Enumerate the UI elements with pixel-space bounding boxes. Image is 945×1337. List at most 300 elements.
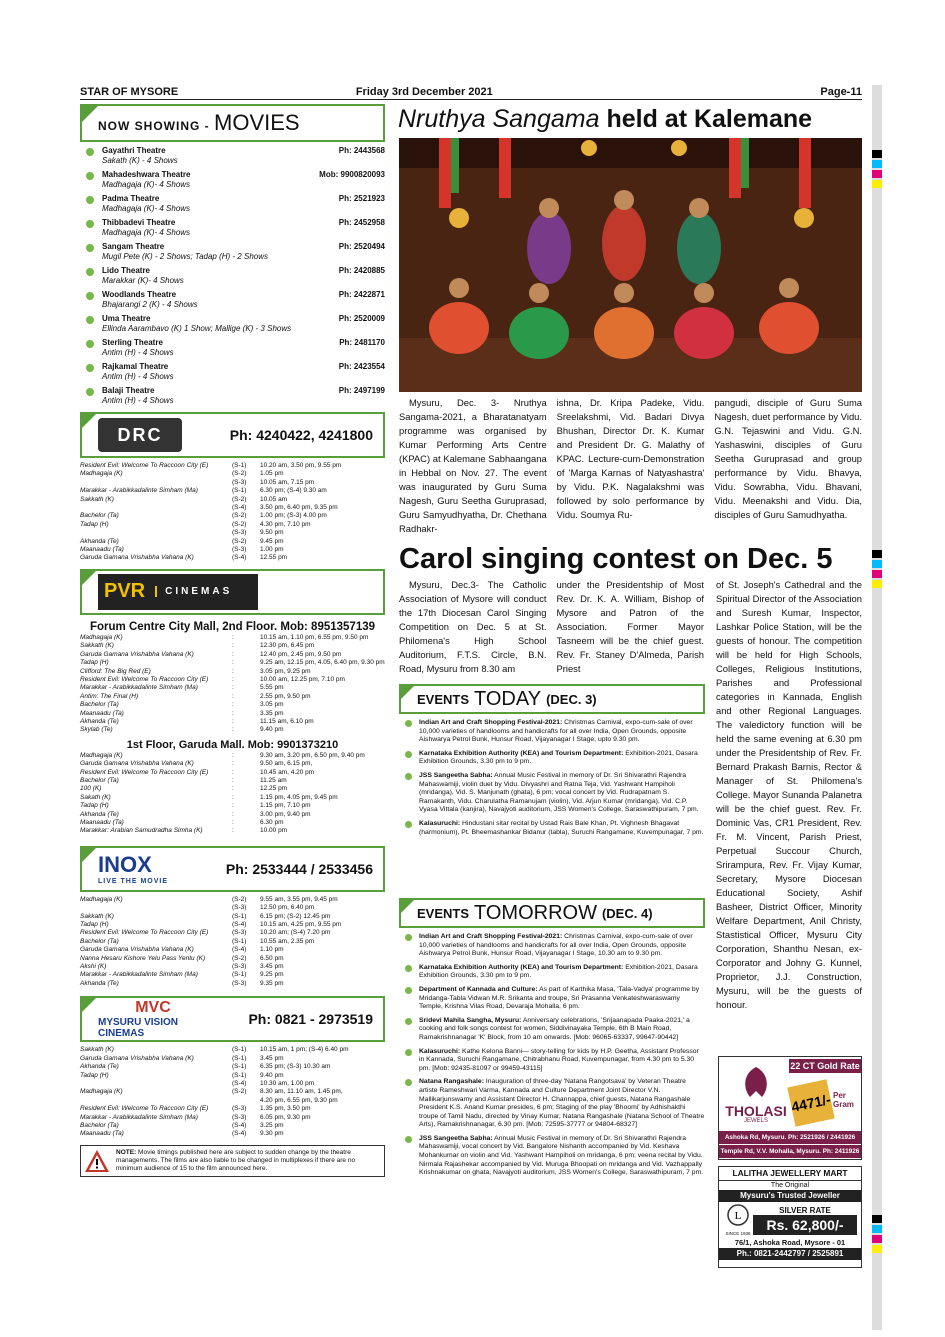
theatre-phone: Ph: 2443568 [338, 146, 385, 155]
events-today-list [399, 719, 705, 837]
theatre-title: Padma Theatre [102, 194, 160, 203]
film-title: Garuda Gamana Vrishabha Vahana (K) [80, 946, 194, 954]
schedule-row [80, 1130, 385, 1138]
theatre-title: Rajkamal Theatre [102, 362, 169, 371]
reg-mark [872, 560, 882, 568]
mvc-schedule [80, 1046, 385, 1138]
show-times: 6.35 pm; (S-3) 10.30 am [260, 1063, 331, 1071]
screen-number: : [232, 675, 234, 683]
theatre-list [80, 146, 385, 406]
movie-note [80, 1145, 385, 1177]
events-tomorrow-list [399, 933, 705, 1178]
paper-name: STAR OF MYSORE [80, 86, 179, 98]
carol-col-3: of St. Joseph's Cathedral and the Spiritual Director of the Association and Suresh Kumar, Inspector, Lashkar Police Station, will be the guests of honour. The competition will be held for High Schools, Colleges, Religious Institutions, Parishes and Professional categories in Kannada, English and other Regional Languages. The valedictory function will be held the same evening at 6.30 pm under the Presidentship of Rev. Fr. Bernard Prakash Barnis, Rector & Manager of St. Philomena's College. Mayor Sunanda Palanetra will be the chief guest. Rev. Fr. Dominic Vas, CR1 President, Rev. Fr. M. Vincent, Parish Priest, Perpetual Succour Church, Srirampura, Rev. Fr. Vijay Kumar, Secretary, Mysore Diocesan Educational Society, Ashif Basheer, District Officer, Minority Welfare Department, Anil Christy, Stastistical Officer, Mysuru City Corporation, Shanthu Nesan, ex-Corporator and Johny G. Kunnel, Proprietor, J.J. Construction, Mysuru, will be the guests of honour. [716, 579, 862, 1010]
film-title: Madhagaja (K) [80, 751, 123, 759]
event-details: Inauguration of three-day 'Natana Rangotsava' by Veteran Theatre artiste Rameshwari Varma, Kannada and Culture Department Joint Director V.N. Mallikarjunswamy and Assistant Director H. Channappa, chief guests, Natana Rangashale President K.S. Anand Kumar presides, 6 pm; Staging of the play 'Bhoomi' by Adhishakthi troupe of Tamil Nadu, directed by Vinay Kumar, Natana Rangashale (Natana School of Theatre Arts), Ramakrishnanagar, 6.30 pm. [Mob: 72595-37777 or 94804-68327] [419, 1078, 705, 1129]
event-item [399, 1135, 705, 1178]
film-title: Skylab (Te) [80, 726, 113, 734]
lalitha-emblem-icon [726, 1204, 750, 1226]
theatre-item [80, 290, 385, 310]
show-times: 10.45 am, 4.20 pm [260, 768, 315, 776]
schedule-row [80, 938, 385, 946]
lalitha-ad [718, 1166, 862, 1268]
mvc-phone: Ph: 0821 - 2973519 [248, 1011, 373, 1028]
screen-number: (S-2) [232, 470, 247, 478]
schedule-row [80, 913, 385, 921]
show-times: 10.00 am, 12.25 pm, 7.10 pm [260, 675, 345, 683]
show-times: 1.00 pm; (S-3) 4.00 pm [260, 512, 327, 520]
show-times: 6.30 pm; (S-4) 9.30 am [260, 487, 327, 495]
show-times: 10.30 am, 1.00 pm [260, 1079, 315, 1087]
film-title [80, 904, 232, 912]
theatre-name [102, 362, 339, 382]
schedule-row [80, 651, 385, 659]
event-item [399, 750, 705, 767]
schedule-row [80, 668, 385, 676]
nruthya-headline [398, 104, 862, 134]
theatre-name [102, 338, 339, 358]
inox-logo-text: INOX [98, 852, 152, 878]
theatre-name [102, 386, 339, 406]
show-times: 10.20 am, 3.50 pm, 9.55 pm [260, 462, 342, 469]
theatre-title: Sterling Theatre [102, 338, 163, 347]
show-times: 10.20 am; (S-4) 7.20 pm [260, 929, 331, 937]
theatre-shows: Madhagaja (K)- 4 Shows [102, 180, 191, 189]
nruthya-headline-italic: Nruthya Sangama [398, 105, 600, 133]
theatre-item [80, 362, 385, 382]
schedule-row [80, 512, 385, 520]
film-title: Bachelor (Ta) [80, 937, 119, 945]
event-organiser: Indian Art and Craft Shopping Festival-2021: [419, 933, 563, 940]
film-title: Bachelor (Ta) [80, 1121, 119, 1129]
event-organiser: Sridevi Mahila Sangha, Mysuru: [419, 1016, 522, 1024]
show-times: 6.05 pm, 9.30 pm [260, 1113, 311, 1121]
screen-number: : [232, 793, 234, 801]
schedule-row [80, 1114, 385, 1122]
lalitha-rate-value: Rs. 62,800/- [753, 1215, 857, 1235]
reg-mark [872, 1245, 882, 1253]
bullet-icon [86, 388, 94, 396]
reg-mark [872, 1235, 882, 1243]
screen-number: : [232, 751, 234, 759]
pvr-venue-forum: Forum Centre City Mall, 2nd Floor. Mob: 8951357139 [89, 620, 376, 633]
film-title [80, 479, 232, 487]
pvr-schedule-garuda [80, 752, 385, 836]
theatre-name [102, 146, 339, 166]
show-times: 6.15 pm; (S-2) 12.45 pm [260, 912, 331, 920]
show-times: 1.15 pm, 7.10 pm [260, 802, 311, 810]
corner-triangle [401, 686, 414, 699]
show-times: 6.50 pm [260, 954, 284, 962]
event-organiser: Karnataka Exhibition Authority (KEA) and Tourism Department: [419, 963, 624, 971]
film-title: Sakath (K) [80, 793, 111, 801]
screen-number: (S-4) [232, 1121, 247, 1129]
corner-triangle [82, 571, 96, 585]
film-title: Bachelor (Ta) [80, 701, 119, 709]
film-title: Garuda Gamana Vrishabha Vahana (K) [80, 1054, 194, 1062]
inox-logo-sub: LIVE THE MOVIE [98, 878, 169, 886]
screen-number [232, 1097, 260, 1105]
screen-number: : [232, 776, 234, 784]
events-tomorrow-section [399, 898, 705, 1178]
film-title: Akhanda (Te) [80, 1063, 119, 1071]
theatre-phone: Ph: 2420885 [338, 266, 385, 275]
film-title: Akshi (K) [80, 963, 107, 971]
reg-mark [872, 160, 882, 168]
screen-number: (S-1) [232, 1046, 247, 1054]
show-times: 5.55 pm [260, 684, 284, 692]
tholasi-price: 4471/- [787, 1079, 834, 1126]
event-details: Annual Music Festival in memory of Dr. Sri Shivarathri Rajendra Mahaswamiji, violin duet by Vidu. Divyashri and Ratna Teja, Vid. Yashwant Hampiholi (mridanga), Vid. S. Manjunath (ghata), 6 pm; vocal concert by Vid. Rudrapatnam S. Ramakanth, Vidu. Charulatha Ramanujam (violin), Vid. Arjun Kumar (mridanga), Vid. C.P. Vyasa Vittala (kanjira), Navajyoti auditorium, JSS Women's College, Saraswathipuram, 7 pm. [419, 771, 699, 814]
drc-phone: Ph: 4240422, 4241800 [229, 427, 373, 443]
schedule-row [80, 769, 385, 777]
film-title: Tadap (H) [80, 659, 109, 667]
bullet-icon [405, 1018, 412, 1025]
show-times: 10.15 am, 1 pm; (S-4) 6.40 pm [260, 1046, 349, 1054]
schedule-row [80, 1046, 385, 1054]
screen-number: : [232, 650, 234, 658]
tholasi-logo [723, 1065, 789, 1125]
news-column [398, 104, 862, 134]
screen-number: : [232, 642, 234, 650]
film-title [80, 1080, 232, 1088]
note-body: Movie timings published here are subject to sudden change by the theatre managements. The films are also liable to be changed in multiplexes if there are no minimum audience of 15 to the film announced here. [116, 1148, 356, 1172]
corner-triangle [82, 414, 96, 428]
pvr-schedule-forum [80, 634, 385, 735]
theatre-item [80, 314, 385, 334]
film-title: Garuda Gamana Vrishabha Vahana (K) [80, 554, 194, 562]
film-title: Akhanda (Te) [80, 717, 119, 725]
theatre-phone: Ph: 2521923 [338, 194, 385, 203]
screen-number: (S-2) [232, 520, 247, 528]
schedule-row [80, 726, 385, 734]
schedule-row [80, 546, 385, 554]
show-times: 9.30 am, 3.20 pm, 6.50 pm, 9.40 pm [260, 751, 365, 759]
schedule-row [80, 487, 385, 495]
carol-col-1: Mysuru, Dec.3- The Catholic Association of Mysore will conduct the 17th Diocesan Carol Singing Competition on Dec. 5 at St. Philomena's High School Auditorium, F.T.S. Circle, B.N. Road, Mysuru from 8.30 am [399, 579, 547, 674]
theatre-item [80, 242, 385, 262]
film-title: Garuda Gamana Vrishabha Vahana (K) [80, 650, 194, 658]
theatre-item [80, 146, 385, 166]
show-times: 12.25 pm [260, 785, 288, 793]
show-times: 9.25 pm [260, 971, 284, 979]
movies-column [80, 104, 385, 1177]
film-title: Resident Evil: Welcome To Raccoon City (E) [80, 929, 209, 937]
film-title: Garuda Gamana Vrishabha Vahana (K) [80, 760, 194, 768]
nruthya-headline-rest: held at Kalemane [599, 105, 813, 133]
schedule-row [80, 963, 385, 971]
theatre-shows: Madhagaja (K)- 4 Shows [102, 204, 191, 213]
show-times: 6.30 pm [260, 819, 284, 826]
film-title: Tadap (H) [80, 1071, 109, 1079]
screen-number: (S-1) [232, 487, 247, 495]
film-title: Clifford: The Big Red (E) [80, 667, 151, 675]
event-organiser: JSS Sangeetha Sabha: [419, 771, 493, 779]
warning-icon [84, 1149, 110, 1173]
screen-number: : [232, 760, 234, 768]
screen-number: : [232, 659, 234, 667]
film-title: Sakkath (K) [80, 912, 114, 920]
lalitha-orig: The Original [770, 1182, 810, 1189]
bullet-icon [405, 1049, 412, 1056]
bullet-icon [86, 340, 94, 348]
show-times: 9.45 pm [260, 537, 284, 545]
schedule-row [80, 684, 385, 692]
screen-number: (S-4) [232, 504, 247, 512]
show-times: 3.05 pm, 9.25 pm [260, 667, 311, 675]
reg-mark [872, 1225, 882, 1233]
carol-body-right [716, 578, 862, 1012]
pvr-logo-text: PVR [104, 580, 146, 603]
screen-number: : [232, 726, 234, 734]
theatre-name [102, 314, 339, 334]
show-times: 9.50 am, 6.15 pm, [260, 760, 313, 768]
theatre-phone: Ph: 2497199 [338, 386, 385, 395]
film-title: Sakkath (K) [80, 1046, 114, 1054]
screen-number: (S-1) [232, 1054, 247, 1062]
film-title: Sakkath (K) [80, 495, 114, 503]
lalitha-rate-label: SILVER RATE [779, 1205, 831, 1215]
film-title: Resident Evil: Welcome To Raccoon City (E) [80, 1105, 209, 1113]
registration-strip [872, 85, 882, 1330]
event-details: As part of Karthika Masa, 'Tala-Vadya' programme by Mridanga-Tabla Vidwan M.R. Srikanta and troupe, Sri Prasanna Venkateshwaraswamy Temple, Krishna Vilas Road, Devaraja Mohalla, 6 pm. [419, 985, 700, 1011]
events-tomorrow-header [399, 898, 705, 928]
show-times: 9.35 pm [260, 979, 284, 987]
screen-number: (S-3) [232, 979, 247, 987]
bullet-icon [86, 268, 94, 276]
show-times: 9.40 pm [260, 726, 284, 734]
schedule-row [80, 904, 385, 912]
nruthya-body [399, 396, 862, 536]
theatre-item [80, 338, 385, 358]
pvr-logo [98, 574, 258, 610]
theatre-title: Thibbadevi Theatre [102, 218, 176, 227]
tholasi-addr-1: Ashoka Rd, Mysuru. Ph: 2521926 / 2441926 [719, 1131, 861, 1144]
tholasi-ad [718, 1056, 862, 1160]
schedule-row [80, 1088, 385, 1096]
theatre-title: Uma Theatre [102, 314, 151, 323]
film-title: Marakkar: Arabian Samudradha Simha (K) [80, 827, 203, 835]
theatre-item [80, 266, 385, 286]
show-times: 12.40 pm, 2.45 pm, 9.50 pm [260, 650, 342, 658]
show-times: 2.55 pm, 9.50 pm [260, 692, 311, 700]
tholasi-name: THOLASI [725, 1103, 787, 1119]
event-organiser: Kalasuruchi: [419, 1047, 461, 1055]
note-label: NOTE: [116, 1148, 137, 1156]
film-title: Bachelor (Ta) [80, 512, 119, 520]
theatre-shows: Antim (H) - 4 Shows [102, 372, 174, 381]
theatre-name [102, 242, 339, 262]
screen-number: : [232, 717, 234, 725]
note-text [116, 1149, 381, 1173]
dance-photo [399, 138, 862, 392]
screen-number: (S-2) [232, 512, 247, 520]
bullet-icon [405, 987, 412, 994]
film-title: Tadap (H) [80, 921, 109, 929]
show-times: 1.15 pm, 4.05 pm, 9.45 pm [260, 793, 338, 801]
pvr-box [80, 569, 385, 615]
theatre-title: Gayathri Theatre [102, 146, 166, 155]
bullet-icon [86, 364, 94, 372]
movies-word: MOVIES [214, 110, 300, 135]
carol-headline: Carol singing contest on Dec. 5 [399, 543, 833, 575]
bullet-icon [405, 1136, 412, 1143]
film-title: Marakkar - Arabikkadalinte Simham (Ma) [80, 487, 198, 495]
screen-number: : [232, 802, 234, 810]
show-times: 1.05 pm [260, 470, 284, 478]
schedule-row [80, 1080, 385, 1088]
show-times: 3.25 pm [260, 1121, 284, 1129]
event-organiser: Natana Rangashale: [419, 1078, 484, 1086]
tholasi-sub: JEWELS [743, 1118, 768, 1124]
film-title: Madhagaja (K) [80, 1088, 123, 1096]
screen-number: (S-1) [232, 971, 247, 979]
schedule-row [80, 760, 385, 768]
theatre-item [80, 170, 385, 190]
film-title: Antim: The Final (H) [80, 692, 139, 700]
drc-schedule [80, 462, 385, 563]
schedule-row [80, 554, 385, 562]
theatre-item [80, 386, 385, 406]
peacock-icon [736, 1065, 776, 1099]
schedule-row [80, 470, 385, 478]
event-organiser: Department of Kannada and Culture: [419, 985, 538, 993]
theatre-title: Woodlands Theatre [102, 290, 177, 299]
show-times: 10.05 am [260, 495, 288, 503]
reg-mark [872, 550, 882, 558]
event-organiser: JSS Sangeetha Sabha: [419, 1134, 493, 1142]
film-title [80, 504, 232, 512]
nruthya-col-3: pangudi, disciple of Guru Suma Nagesh, duet performance by Vidu. G.N. Tejaswini and Vidu. G.N. Yashaswini, disciples of Guru Seetha Guruprasad and group performance by Vidu. Bhavya, Vidu. Sowrabha, Vidu. Bhavani, Vidu. Meenakshi and Vidu. Dia, disciples of Guru Samudhyatha. [714, 397, 863, 520]
screen-number: (S-3) [232, 1113, 247, 1121]
schedule-row [80, 1055, 385, 1063]
bullet-icon [405, 965, 412, 972]
screen-number: (S-2) [232, 537, 247, 545]
theatre-shows: Mugil Pete (K) - 2 Shows; Tadap (H) - 2 Shows [102, 252, 268, 261]
film-title: Akhanda (Te) [80, 537, 119, 545]
bullet-icon [86, 220, 94, 228]
event-details: Hindustani sitar recital by Ustad Rais Bale Khan, Pt. Vighnesh Bhagavat (harmonium), Pt. Bheemashankar Bidanur (tabla), Suruchi Rangamane, Kuvempunagar, 7 pm. [419, 819, 704, 836]
lalitha-since: SINCE 1936 [725, 1231, 751, 1236]
schedule-row [80, 980, 385, 988]
lalitha-rate-row [719, 1202, 861, 1238]
show-times: 1.35 pm, 3.50 pm [260, 1105, 311, 1113]
show-times: 9.55 am, 3.55 pm, 9.45 pm [260, 895, 338, 903]
screen-number: : [232, 684, 234, 692]
schedule-row [80, 479, 385, 487]
film-title: Resident Evil: Welcome To Raccoon City (E) [80, 462, 209, 469]
events-tomorrow-post: (DEC. 4) [601, 905, 653, 921]
film-title: Maanaadu (Ta) [80, 1130, 124, 1138]
film-title: Resident Evil: Welcome To Raccoon City (E) [80, 768, 209, 776]
screen-number: (S-3) [232, 546, 247, 554]
show-times: 9.40 pm [260, 1071, 284, 1079]
schedule-row [80, 529, 385, 537]
film-title [80, 1097, 232, 1105]
theatre-name [102, 170, 319, 190]
event-organiser: Karnataka Exhibition Authority (KEA) and Tourism Department: [419, 749, 624, 757]
schedule-row [80, 701, 385, 709]
film-title: Bachelor (Ta) [80, 776, 119, 784]
schedule-row [80, 538, 385, 546]
reg-mark [872, 570, 882, 578]
screen-number: : [232, 810, 234, 818]
page-number: Page-11 [820, 86, 862, 98]
schedule-row [80, 929, 385, 937]
carol-body-top [399, 578, 704, 676]
theatre-phone: Ph: 2520009 [338, 314, 385, 323]
svg-text:L: L [734, 1210, 742, 1222]
events-tomorrow-big: TOMORROW [474, 901, 597, 924]
corner-triangle [401, 900, 414, 913]
screen-number: (S-1) [232, 462, 247, 469]
theatre-name [102, 266, 339, 286]
event-item [399, 1048, 705, 1074]
schedule-row [80, 1122, 385, 1130]
film-title: Marakkar - Arabikkadalinte Simham (Ma) [80, 684, 198, 692]
screen-number: : [232, 827, 234, 835]
reg-mark [872, 150, 882, 158]
issue-date: Friday 3rd December 2021 [355, 86, 493, 98]
corner-triangle [82, 998, 96, 1012]
film-title: Resident Evil: Welcome To Raccoon City (E) [80, 675, 209, 683]
film-title: Maanaadu (Ta) [80, 709, 124, 717]
theatre-name [102, 218, 339, 238]
schedule-row [80, 634, 385, 642]
show-times: 1.10 pm [260, 946, 284, 954]
event-details: Exhibition-2021, Dasara Exhibition Grounds, 3.30 pm to 9 pm. [419, 963, 698, 980]
show-times: 9.30 pm [260, 1130, 284, 1138]
schedule-row [80, 827, 385, 835]
event-item [399, 1017, 705, 1043]
film-title: Maanaadu (Ta) [80, 819, 124, 826]
film-title: Tadap (H) [80, 802, 109, 810]
event-details: Anniversary celebrations, 'Srijaanapada Paaka-2021,' a cooking and folk songs contest for women, Siddivinayaka Temple, 6th B Main Road, Ramakrishnanagar 'K' Block, from 10 am onwards. [Mob: 96065-63337, 99647-90442] [419, 1016, 690, 1041]
theatre-shows: Madhagaja (K)- 4 Shows [102, 228, 191, 237]
events-tomorrow-pre: EVENTS [417, 905, 470, 921]
now-showing-title [98, 110, 300, 136]
theatre-item [80, 194, 385, 214]
theatre-shows: Antim (H) - 4 Shows [102, 348, 174, 357]
film-title: Sakkath (K) [80, 642, 114, 650]
film-title: Madhagaja (K) [80, 470, 123, 478]
now-showing-prefix: NOW SHOWING - [98, 119, 210, 133]
inox-logo [98, 851, 208, 887]
screen-number: (S-3) [232, 529, 247, 537]
schedule-row [80, 946, 385, 954]
events-today-section [399, 684, 705, 837]
events-today-post: (DEC. 3) [546, 691, 597, 707]
bullet-icon [405, 773, 412, 780]
film-title: Akhanda (Te) [80, 979, 119, 987]
show-times: 11.15 am, 6.10 pm [260, 717, 314, 725]
screen-number: : [232, 667, 234, 675]
screen-number: : [232, 701, 234, 709]
show-times: 4.20 pm, 6.55 pm, 9.30 pm [260, 1096, 338, 1104]
screen-number: (S-3) [232, 478, 247, 486]
show-times: 12.55 pm [260, 554, 288, 562]
show-times: 8.30 am, 11.10 am, 1.45 pm, [260, 1088, 343, 1096]
event-details: Christmas Carnival, expo-cum-sale of over 10,000 varieties of handlooms and handicrafts for all over India, Open Grounds, opposite Aishwarya Petrol Bunk, Hunsur Road, Vijayanagar I Stage, upto 9.30 pm. [419, 719, 693, 744]
reg-mark [872, 1215, 882, 1223]
bullet-icon [86, 196, 94, 204]
event-item [399, 1078, 705, 1130]
theatre-phone: Mob: 9900820093 [319, 170, 385, 179]
lalitha-logo [723, 1204, 753, 1236]
schedule-row [80, 819, 385, 827]
nruthya-col-1: Mysuru, Dec. 3- Nruthya Sangama-2021, a Bharatanatyam programme was organised by Kumar Performing Arts Centre (KPAC) at Kalemane Sabhaangana in Hebbal on Nov. 27. The event was inaugurated by Guru Suma Nagesh, Guru Seetha Guruprasad, Guru Samyudhyatha, Dr. Chethana Radhakr- [399, 397, 547, 534]
schedule-row [80, 659, 385, 667]
